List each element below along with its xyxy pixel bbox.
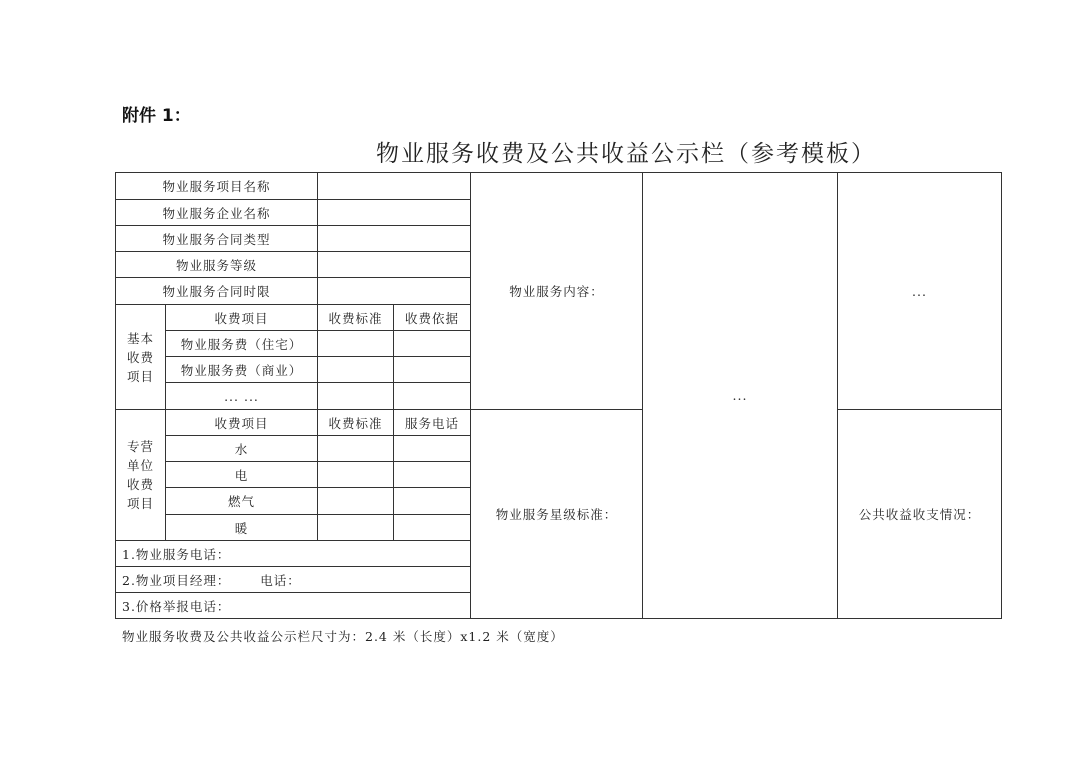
basic-item-commercial: 物业服务费（商业） bbox=[180, 362, 303, 378]
special-header-phone: 服务电话 bbox=[404, 415, 459, 431]
basic-item-residential: 物业服务费（住宅） bbox=[180, 336, 303, 352]
basic-header-item: 收费项目 bbox=[214, 310, 269, 326]
panel-public-income: 公共收益收支情况： bbox=[858, 507, 981, 522]
attachment-label: 附件 1： bbox=[122, 106, 191, 126]
label-contract-term: 物业服务合同时限 bbox=[162, 284, 271, 299]
size-footnote: 物业服务收费及公共收益公示栏尺寸为：2.4 米（长度）x1.2 米（宽度） bbox=[122, 629, 564, 644]
special-item-water: 水 bbox=[234, 441, 249, 457]
panel-right-top-ellipsis: ... bbox=[912, 283, 927, 299]
special-header-standard: 收费标准 bbox=[328, 415, 383, 431]
panel-middle-ellipsis: ... bbox=[732, 388, 748, 403]
special-item-heating: 暖 bbox=[234, 520, 249, 536]
basic-header-basis: 收费依据 bbox=[404, 310, 459, 326]
basic-item-ellipsis: ... ... bbox=[224, 388, 259, 404]
special-fees-group-label: 专营 单位 收费 项目 bbox=[126, 439, 154, 511]
contact-service-phone: 1.物业服务电话： bbox=[122, 546, 231, 562]
page-title: 物业服务收费及公共收益公示栏（参考模板） bbox=[376, 141, 876, 167]
panel-service-content: 物业服务内容： bbox=[509, 284, 604, 299]
special-item-electricity: 电 bbox=[234, 467, 249, 483]
label-service-level: 物业服务等级 bbox=[175, 257, 257, 273]
contact-project-manager: 2.物业项目经理： 电话： bbox=[122, 572, 301, 588]
panel-star-standard: 物业服务星级标准： bbox=[495, 507, 618, 522]
label-contract-type: 物业服务合同类型 bbox=[162, 231, 271, 247]
basic-fees-group-label: 基本 收费 项目 bbox=[126, 330, 154, 384]
special-header-item: 收费项目 bbox=[214, 415, 269, 431]
contact-price-report-phone: 3.价格举报电话： bbox=[122, 598, 231, 614]
basic-header-standard: 收费标准 bbox=[328, 310, 383, 326]
special-item-gas: 燃气 bbox=[227, 494, 255, 509]
label-company-name: 物业服务企业名称 bbox=[162, 205, 271, 221]
label-project-name: 物业服务项目名称 bbox=[162, 179, 271, 194]
